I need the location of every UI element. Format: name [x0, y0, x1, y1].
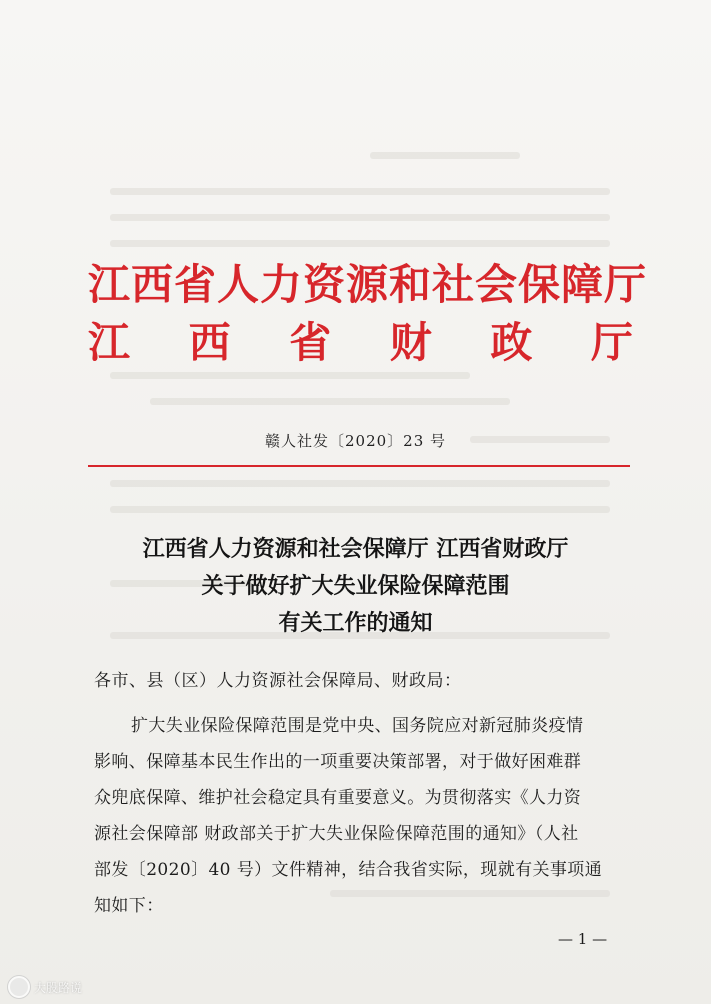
body-text-line: 部发〔2020〕40 号）文件精神，结合我省实际，现就有关事项通: [94, 860, 603, 880]
bleed-through-mark: [110, 372, 470, 379]
watermark-text: 大股路说: [34, 980, 83, 995]
issuer-line-2-char: 财: [389, 318, 432, 367]
document-title-line-3: 有关工作的通知: [278, 610, 433, 636]
issuer-line-2-char: 西: [188, 318, 231, 367]
issuer-line-2-char: 厅: [590, 318, 633, 367]
bleed-through-mark: [110, 240, 610, 247]
bleed-through-mark: [110, 214, 610, 221]
bleed-through-mark: [150, 398, 510, 405]
document-number: 赣人社发〔2020〕23 号: [264, 432, 447, 450]
issuer-line-2-char: 省: [289, 318, 332, 367]
issuer-line-1: 江西省人力资源和社会保障厅: [88, 260, 648, 309]
bleed-through-mark: [110, 480, 610, 487]
body-text-line: 影响、保障基本民生作出的一项重要决策部署，对于做好困难群: [94, 752, 582, 772]
bleed-through-mark: [330, 890, 610, 897]
issuer-line-2-char: 江: [88, 318, 131, 367]
issuer-line-2-char: 政: [490, 318, 533, 367]
body-text-line: 众兜底保障、维护社会稳定具有重要意义。为贯彻落实《人力资: [94, 788, 582, 808]
body-text-line: 源社会保障部 财政部关于扩大失业保险保障范围的通知》（人社: [94, 824, 579, 844]
bleed-through-mark: [110, 506, 610, 513]
bleed-through-mark: [110, 188, 610, 195]
body-text-line: 扩大失业保险保障范围是党中央、国务院应对新冠肺炎疫情: [131, 716, 584, 736]
salutation: 各市、县（区）人力资源社会保障局、财政局：: [94, 671, 462, 691]
body-text-line: 知如下：: [94, 896, 164, 916]
page-number: — 1 —: [558, 930, 608, 948]
watermark: [8, 976, 82, 998]
document-title-line-2: 关于做好扩大失业保险保障范围: [201, 573, 510, 599]
red-separator-rule: [88, 465, 630, 467]
bleed-through-mark: [370, 152, 520, 159]
issuer-line-2: [88, 318, 633, 367]
watermark-logo-icon: [8, 976, 30, 998]
document-title-line-1: 江西省人力资源和社会保障厅 江西省财政厅: [142, 536, 569, 562]
